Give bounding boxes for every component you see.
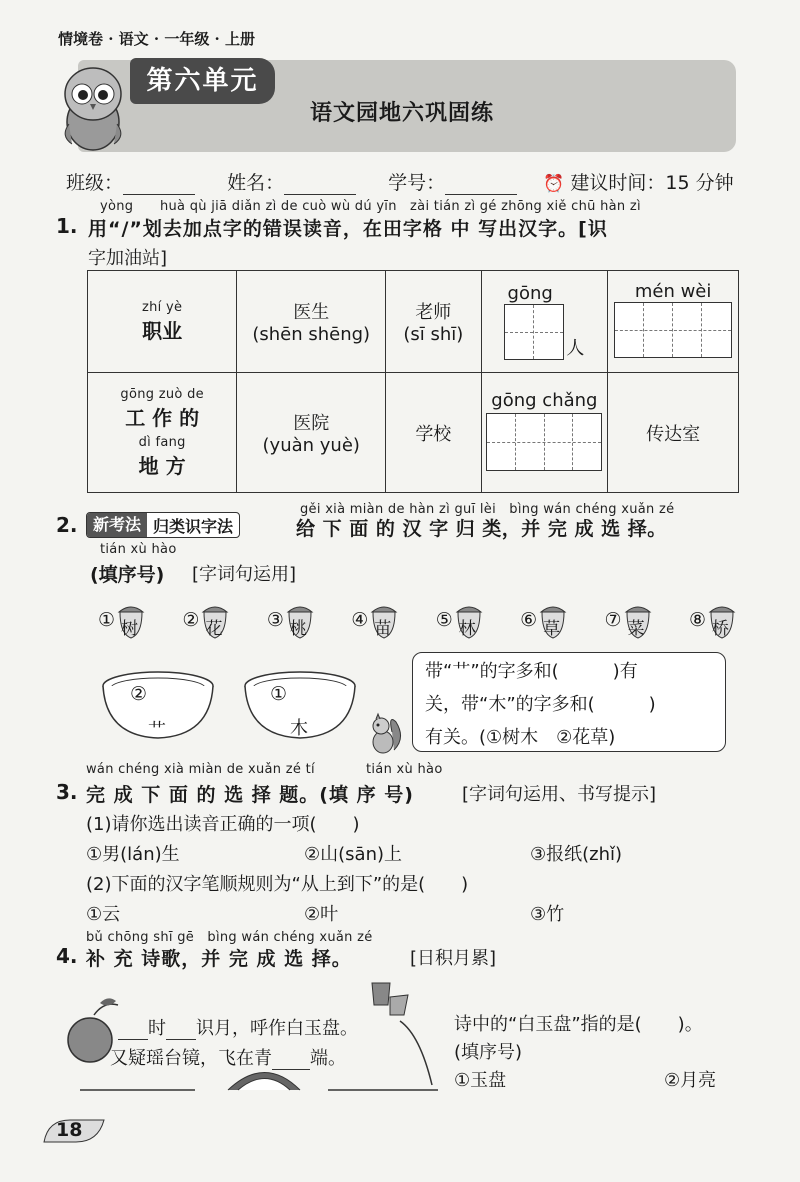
tianzige-box[interactable] <box>614 302 732 358</box>
cell-word: 学校 <box>415 423 452 445</box>
bowl2-number[interactable]: ① <box>270 683 288 705</box>
cell-pinyin: gōng chǎng <box>491 390 598 411</box>
q2-text: 给 下 面 的 汉 字 归 类，并 完 成 选 择。 <box>296 518 667 540</box>
q3-s1-option3[interactable]: ③报纸(zhǐ) <box>530 844 623 865</box>
bubble-line: 有关。(①树木 ②花草) <box>425 727 616 748</box>
page-number: 18 <box>56 1119 83 1141</box>
book-header: 情境卷 · 语文 · 一年级 · 上册 <box>58 30 256 48</box>
tag-new: 新考法 <box>87 513 147 537</box>
q3-sub1: (1)请你选出读音正确的一项( ) <box>86 814 360 835</box>
tag-method: 归类识字法 <box>153 516 234 536</box>
bowl1-number[interactable]: ② <box>130 683 148 705</box>
id-label: 学号： <box>388 172 446 194</box>
q4-option1[interactable]: ①玉盘 <box>454 1070 507 1091</box>
q2-pinyin2: tián xù hào <box>100 542 177 557</box>
acorn-item: ④ 苗 <box>351 600 400 640</box>
q3-number: 3. <box>56 780 78 804</box>
tianzige-box[interactable] <box>486 413 602 471</box>
q2-answer-bubble <box>412 652 726 752</box>
cell-options[interactable]: (shēn shēng) <box>252 324 371 345</box>
acorn-row <box>98 600 738 640</box>
q1-text: 用“/”划去加点字的错误读音，在田字格 中 写出汉字。[识 <box>88 218 608 240</box>
info-row <box>66 168 734 195</box>
squirrel-icon <box>366 712 406 756</box>
cell-word: 人 <box>566 338 585 359</box>
q4-text: 补 充 诗歌，并 完 成 选 择。 <box>86 948 352 970</box>
bubble-line: 带“艹”的字多和( )有 <box>425 661 638 682</box>
cell-pinyin: mén wèi <box>634 281 712 302</box>
q1-tag: 字加油站] <box>88 248 168 269</box>
q4-tag: [日积月累] <box>410 948 497 969</box>
tianzige-box[interactable] <box>504 304 564 360</box>
q3-s2-option3[interactable]: ③竹 <box>530 904 565 925</box>
q1-pinyin: yòng huà qù jiā diǎn zì de cuò wù dú yīn zài tián zì gé zhōng xiě chū hàn zì <box>100 199 641 214</box>
acorn-item: ⑤ 林 <box>436 600 485 640</box>
cell-word: 工 作 的 <box>125 405 200 430</box>
cell-word: 老师 <box>415 302 452 323</box>
cell-pinyin: gōng zuò de <box>120 386 204 402</box>
acorn-item: ③ 桃 <box>267 600 316 640</box>
q3-s1-option2[interactable]: ②山(sān)上 <box>304 844 402 865</box>
poem-blank[interactable] <box>118 1021 148 1040</box>
q4-hint: (填序号) <box>454 1042 523 1063</box>
q3-s1-option1[interactable]: ①男(lán)生 <box>86 844 180 865</box>
clock-icon: ⏰ <box>543 174 565 194</box>
q3-pinyin: wán chéng xià miàn de xuǎn zé tí <box>86 762 315 777</box>
cell-options[interactable]: (yuàn yuè) <box>262 435 360 456</box>
q4-number: 4. <box>56 944 78 968</box>
q2-pinyin: gěi xià miàn de hàn zì guī lèi bìng wán chéng xuǎn zé <box>300 502 675 517</box>
bowl2-label: 木 <box>290 718 308 739</box>
q4-option2[interactable]: ②月亮 <box>664 1070 717 1091</box>
cell-word: 医生 <box>293 302 330 323</box>
acorn-item: ⑦ 菜 <box>605 600 654 640</box>
cell-word: 医院 <box>293 413 330 434</box>
poem-blank[interactable] <box>272 1051 310 1070</box>
id-blank[interactable] <box>445 176 517 195</box>
page-title: 语文园地六巩固练 <box>310 101 495 126</box>
poem-line2: 又疑瑶台镜，飞在青 端。 <box>110 1048 346 1069</box>
poem-blank[interactable] <box>166 1021 196 1040</box>
class-label: 班级： <box>66 172 124 194</box>
acorn-item: ⑧ 桥 <box>689 600 738 640</box>
q4-pinyin: bǔ chōng shī gē bìng wán chéng xuǎn zé <box>86 930 373 945</box>
bowl1-label: 艹 <box>148 720 166 741</box>
q3-pinyin2: tián xù hào <box>366 762 443 777</box>
name-label: 姓名： <box>227 172 285 194</box>
cell-word: 职业 <box>142 318 183 343</box>
q3-s2-option1[interactable]: ①云 <box>86 904 121 925</box>
new-method-tag <box>86 512 240 538</box>
q1-number: 1. <box>56 214 78 238</box>
cell-options[interactable]: (sī shī) <box>403 324 464 345</box>
cell-pinyin: zhí yè <box>142 299 183 315</box>
q4-question: 诗中的“白玉盘”指的是( )。 <box>454 1014 703 1035</box>
owl-mascot-icon <box>54 62 132 154</box>
time-label: 建议时间：15 分钟 <box>570 172 734 194</box>
q3-s2-option2[interactable]: ②叶 <box>304 904 339 925</box>
cell-pinyin: dì fang <box>138 434 186 450</box>
cell-pinyin: gōng <box>507 283 553 304</box>
q2-number: 2. <box>56 513 78 537</box>
q2-fill-hint: (填序号) <box>90 564 165 586</box>
acorn-item: ⑥ 草 <box>520 600 569 640</box>
poem-line1: 时 识月，呼作白玉盘。 <box>118 1014 358 1040</box>
acorn-item: ② 花 <box>182 600 231 640</box>
acorn-item: ① 树 <box>98 600 147 640</box>
unit-label: 第六单元 <box>130 58 275 104</box>
q3-tag: [字词句运用、书写提示] <box>462 784 657 805</box>
q2-tag: [字词句运用] <box>192 564 297 585</box>
cell-word: 传达室 <box>646 423 701 445</box>
name-blank[interactable] <box>284 176 356 195</box>
cell-word: 地 方 <box>138 453 186 478</box>
q3-text: 完 成 下 面 的 选 择 题。(填 序 号) <box>86 784 414 806</box>
q3-sub2: (2)下面的汉字笔顺规则为“从上到下”的是( ) <box>86 874 469 895</box>
class-blank[interactable] <box>123 176 195 195</box>
bubble-line: 关，带“木”的字多和( ) <box>425 694 656 715</box>
q1-table <box>87 270 739 493</box>
